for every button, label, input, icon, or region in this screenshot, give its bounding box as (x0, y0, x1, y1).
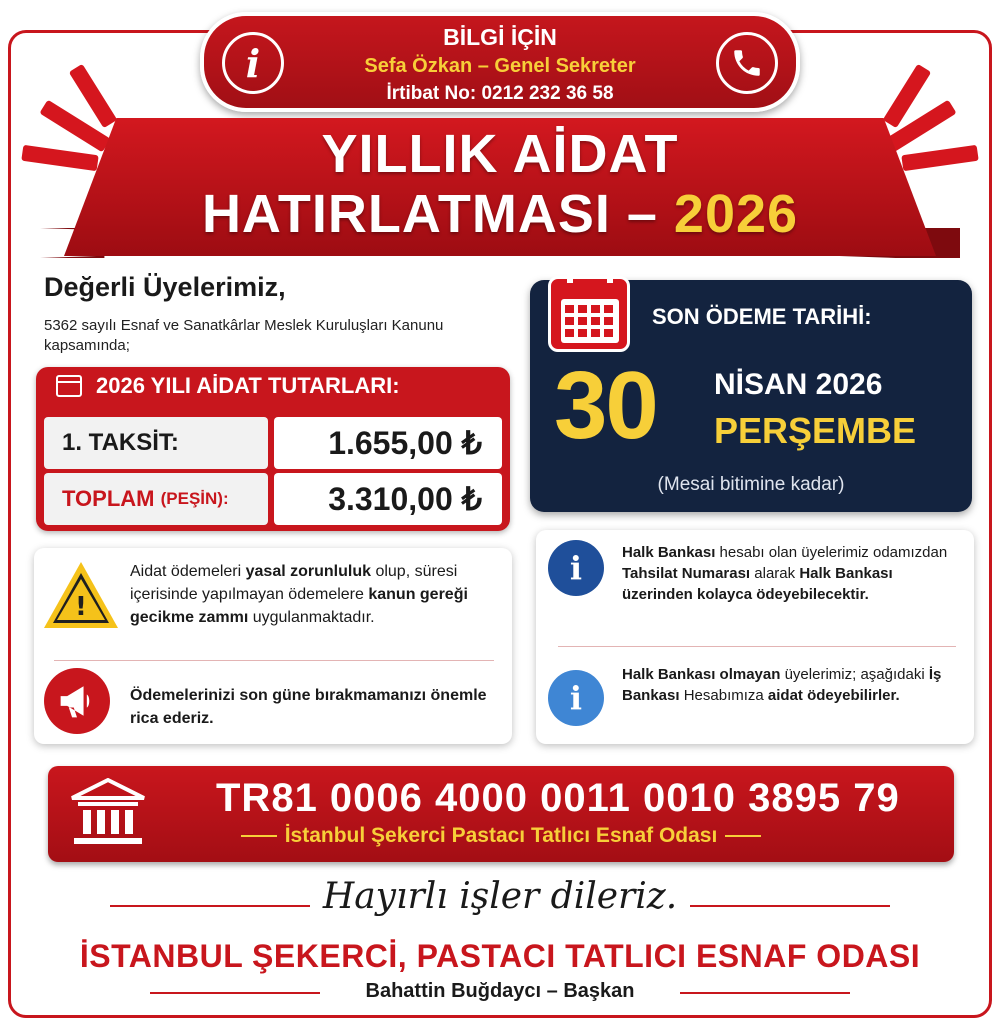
iban-number[interactable]: TR81 0006 4000 0011 0010 3895 79 (216, 776, 900, 820)
contact-banner (200, 12, 800, 112)
title-line-2 (64, 184, 936, 244)
deadline-note: (Mesai bitimine kadar) (657, 474, 845, 495)
title-line-2-text: HATIRLATMASI – (201, 184, 674, 244)
deadline-month-year: NİSAN 2026 (714, 368, 883, 401)
contact-title: BİLGİ İÇİN (443, 24, 557, 50)
closing-wish: Hayırlı işler dileriz. (322, 876, 678, 917)
late-fee-warning (130, 560, 500, 629)
deadline-card (530, 280, 972, 512)
bank-text-part: üyelerimiz; aşağıdaki (780, 666, 929, 683)
bank-text-bold: Halk Bankası olmayan (622, 666, 781, 683)
title-year: 2026 (673, 184, 799, 244)
deadline-weekday: PERŞEMBE (714, 410, 917, 451)
fee-row-total (44, 473, 502, 525)
bank-text-part: hesabı olan üyelerimiz odamızdan (715, 544, 948, 561)
deadline-day: 30 (554, 352, 657, 459)
bank-text-part: Hesabımıza (679, 687, 768, 704)
greeting: Değerli Üyelerimiz, (44, 272, 286, 302)
calendar-icon (548, 276, 630, 352)
iban-banner (48, 766, 954, 862)
warning-text-part: Aidat ödemeleri (130, 563, 246, 580)
total-label-suffix: (PEŞİN): (160, 489, 229, 508)
calendar-icon (56, 375, 82, 397)
deadline-label: SON ÖDEME TARİHİ: (652, 304, 872, 329)
law-reference: 5362 sayılı Esnaf ve Sanatkârlar Meslek Kuruluşları Kanunu kapsamında; (44, 317, 444, 354)
contact-phone: İrtibat No: 0212 232 36 58 (386, 83, 614, 104)
title-line-1: YILLIK AİDAT (321, 124, 679, 184)
total-label-text: TOPLAM (62, 486, 155, 511)
fee-row-installment (44, 417, 502, 469)
megaphone-icon (44, 668, 110, 734)
page-title (64, 124, 936, 244)
info-icon: i (548, 670, 604, 726)
bank-text-bold: Halk Bankası üzerinden kolayca ödeyebilecektir. (622, 565, 893, 603)
installment-label: 1. TAKSİT: (44, 417, 268, 469)
halkbank-info (622, 542, 962, 605)
bank-text-bold: aidat ödeyebilirler. (767, 687, 900, 704)
total-value: 3.310,00 ₺ (274, 473, 502, 525)
fee-card-header (36, 373, 510, 399)
info-icon: i (222, 32, 284, 94)
total-label (44, 473, 268, 525)
president-signature: Bahattin Buğdaycı – Başkan (365, 980, 635, 1002)
organization-name: İSTANBUL ŞEKERCİ, PASTACI TATLICI ESNAF ODASI (79, 938, 921, 974)
warning-text-part: olup, süresi içerisinde yapılmayan ödemelere (130, 563, 458, 603)
info-icon: i (548, 540, 604, 596)
installment-value: 1.655,00 ₺ (274, 417, 502, 469)
fee-card-title: 2026 YILI AİDAT TUTARLARI: (96, 373, 400, 398)
phone-icon (716, 32, 778, 94)
fee-card (36, 367, 510, 531)
warning-text-bold: kanun gereği gecikme zammı (130, 586, 468, 626)
payment-reminder: Ödemelerinizi son güne bırakmamanızı önemle rica ederiz. (130, 687, 487, 727)
warning-card: ! Aidat ödemeleri yasal zorunluluk olup, süresi içerisinde yapılmayan ödemelere kanun gereği gecikme zammı uygulanmaktadır. Ödemelerinizi son güne bırakmamanızı önemle rica ederiz. (34, 548, 512, 744)
bank-text-part: alarak (750, 565, 800, 582)
bank-text-bold: Halk Bankası (622, 544, 716, 561)
bank-text-bold: İş Bankası (622, 666, 942, 704)
divider (54, 660, 494, 661)
warning-text-part: uygulanmaktadır. (248, 609, 375, 626)
bank-text-bold: Tahsilat Numarası (622, 565, 751, 582)
contact-person: Sefa Özkan – Genel Sekreter (364, 55, 636, 77)
warning-text-bold: yasal zorunluluk (245, 563, 371, 580)
divider (558, 646, 956, 647)
bank-info-card (536, 530, 974, 744)
account-holder: İstanbul Şekerci Pastacı Tatlıcı Esnaf Odası (48, 824, 954, 848)
isbank-info (622, 664, 962, 706)
